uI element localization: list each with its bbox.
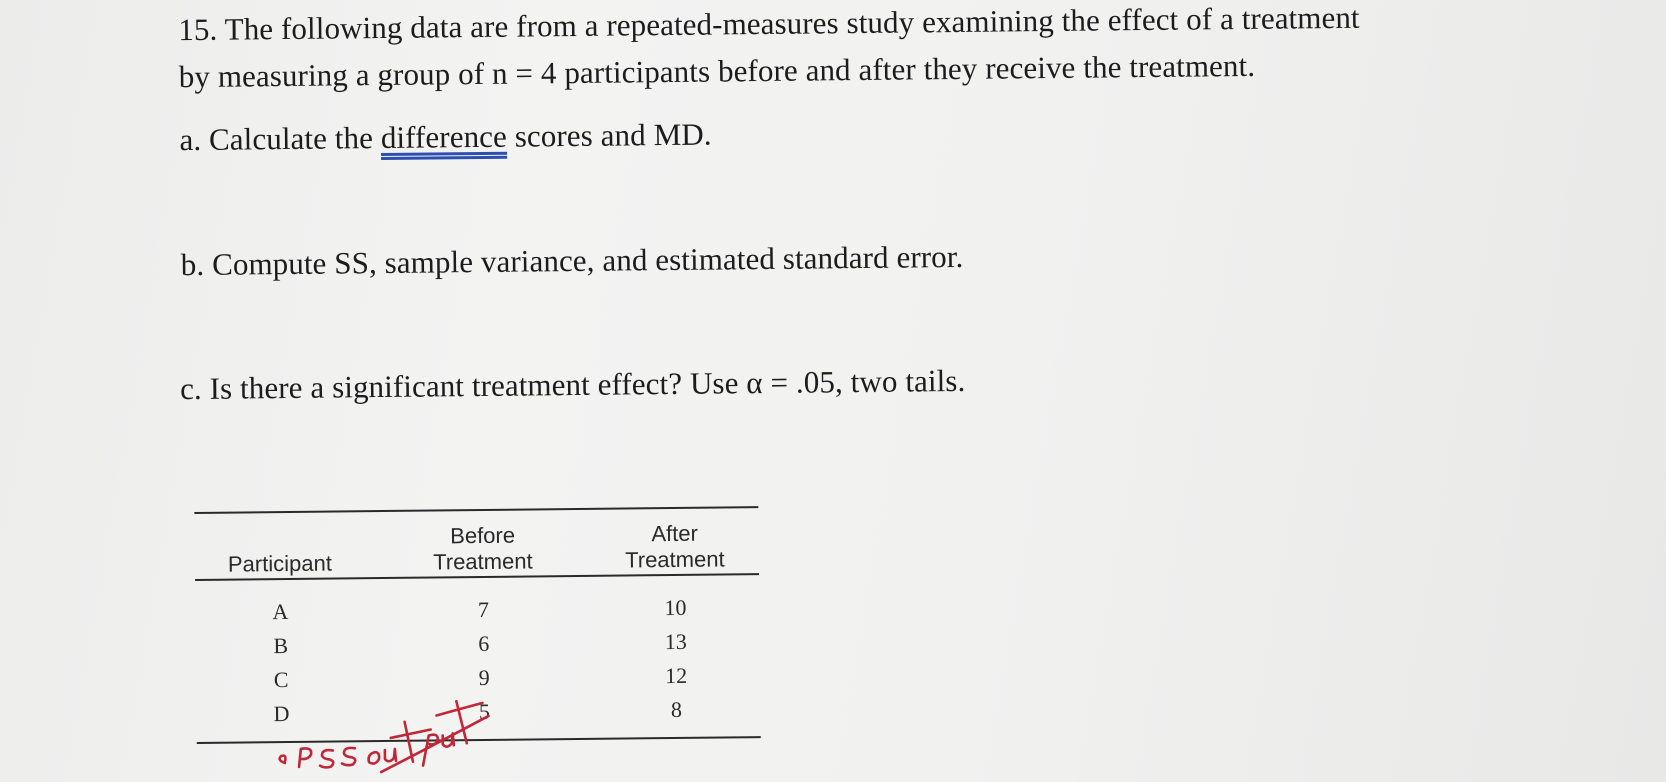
header-after <box>599 520 750 574</box>
cell-before: 5 <box>478 698 491 725</box>
header-before-line2: Treatment <box>433 548 533 575</box>
stem-line2-post: 4 participants before and after they receive the treatment. <box>540 47 1256 91</box>
cell-after: 10 <box>664 594 687 621</box>
handwritten-spss-output-annotation <box>262 655 523 776</box>
cell-participant: D <box>273 701 290 727</box>
cell-participant: C <box>273 667 289 693</box>
header-before-line1: Before <box>450 522 516 549</box>
part-a-post: scores and MD. <box>506 116 712 154</box>
cell-after: 12 <box>664 662 688 689</box>
cell-participant: B <box>273 633 289 659</box>
cell-after: 13 <box>664 628 687 655</box>
stem-line2-eq: = <box>507 55 542 91</box>
cell-before: 7 <box>477 596 490 623</box>
question-stem-text: The following data are from a repeated-measures study examining the effect of a treatment <box>224 0 1360 47</box>
table-top-rule <box>194 506 758 514</box>
part-b: b. Compute SS, sample variance, and estimated standard error. <box>180 238 964 283</box>
cell-after: 8 <box>670 696 683 723</box>
stem-line2-pre: by measuring a group of n <box>178 55 508 95</box>
handwriting-strokes <box>279 701 489 773</box>
header-after-line1: After <box>651 520 698 547</box>
part-c: c. Is there a significant treatment effect? Use α = .05, two tails. <box>179 362 966 407</box>
cell-before: 9 <box>478 664 490 691</box>
question-stem-line-1 <box>178 0 1360 48</box>
cell-before: 6 <box>478 630 490 657</box>
part-a <box>179 117 711 159</box>
question-stem-line-2 <box>179 48 1256 95</box>
header-after-line2: Treatment <box>625 546 725 573</box>
difference-link[interactable]: difference <box>380 118 508 156</box>
part-a-pre: a. Calculate the <box>179 120 382 158</box>
header-participant: Participant <box>227 550 333 577</box>
cell-participant: A <box>272 599 289 625</box>
header-before <box>408 522 559 576</box>
question-number: 15. <box>178 11 218 48</box>
